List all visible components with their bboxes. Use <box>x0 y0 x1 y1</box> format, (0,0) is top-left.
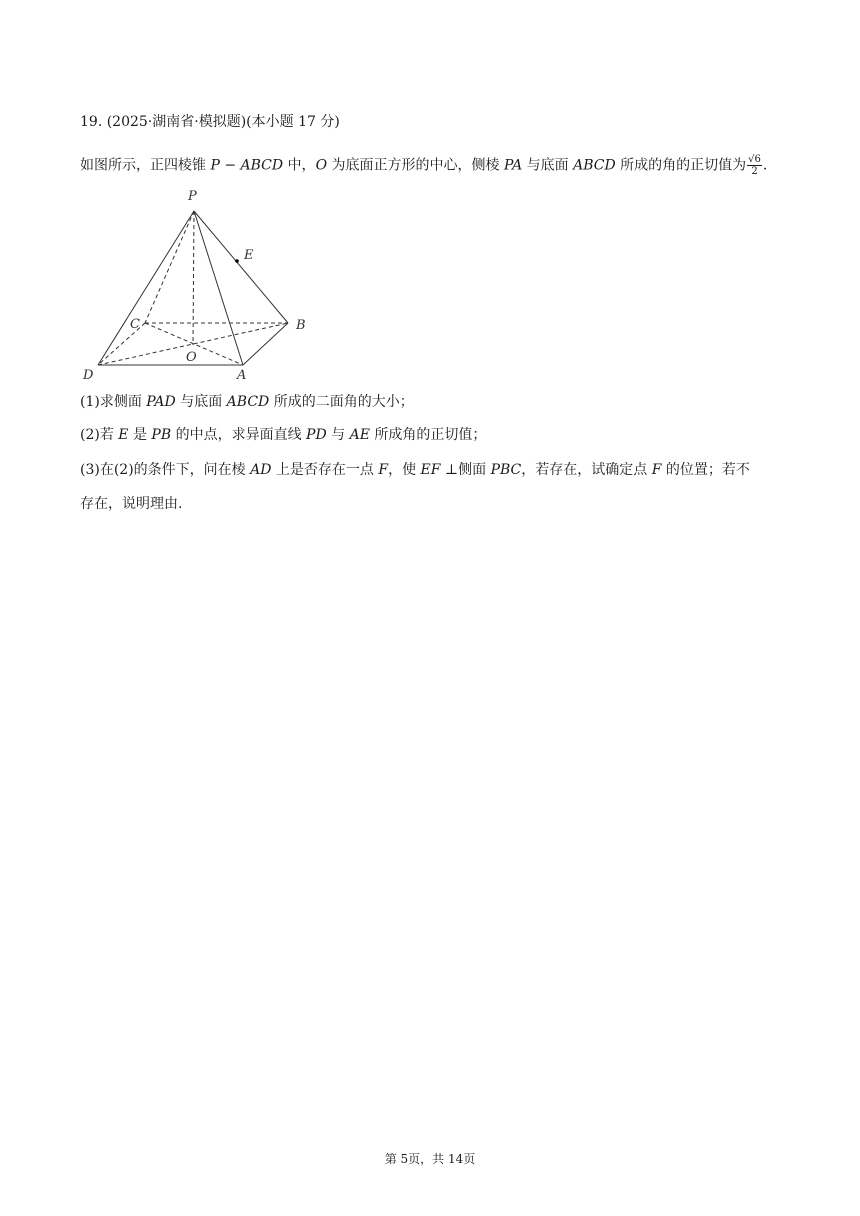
edge-PD <box>98 211 194 365</box>
pyramid-figure <box>78 183 318 383</box>
point-E-dot <box>235 259 239 263</box>
question-3: (3)在(2)的条件下，问在棱 AD 上是否存在一点 F，使 EF ⊥侧面 PBC，若存在，试确定点 F 的位置；若不 <box>80 462 750 478</box>
edge-AB <box>243 323 288 365</box>
edge-PC-hidden <box>145 211 194 323</box>
label-P: P <box>188 189 197 204</box>
label-D: D <box>83 368 94 383</box>
edge-PB <box>194 211 288 323</box>
question-1: (1)求侧面 PAD 与底面 ABCD 所成的二面角的大小； <box>80 394 414 410</box>
problem-header: 19. (2025·湖南省·模拟题)(本小题 17 分) <box>80 114 340 130</box>
label-O: O <box>186 350 197 365</box>
label-E: E <box>244 248 254 263</box>
label-C: C <box>130 317 140 332</box>
question-2: (2)若 E 是 PB 的中点，求异面直线 PD 与 AE 所成角的正切值； <box>80 427 487 443</box>
label-B: B <box>296 318 306 333</box>
height-PO-hidden <box>193 211 194 345</box>
problem-stem: 如图所示，正四棱锥 P − ABCD 中，O 为底面正方形的中心，侧棱 PA 与底面 ABCD 所成的角的正切值为 $\frac{√6}{2}$ . <box>80 154 768 177</box>
label-A: A <box>237 368 247 383</box>
fraction-sqrt6-over-2: $\frac{√6}{2}$ <box>748 154 761 177</box>
page-footer: 第 5页，共 14页 <box>384 1152 476 1166</box>
question-3-continued: 存在，说明理由. <box>80 496 183 512</box>
